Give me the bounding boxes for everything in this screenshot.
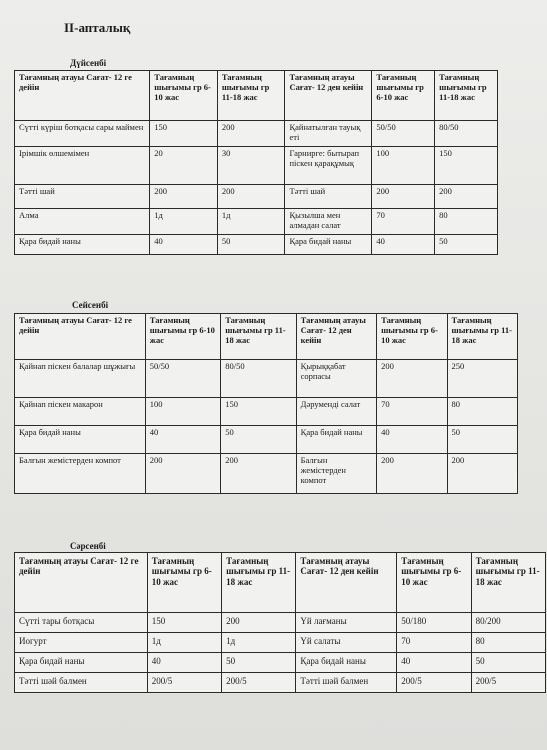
table-cell: Қара бидай наны <box>15 426 146 454</box>
table-cell: 150 <box>147 613 221 633</box>
table-cell: 40 <box>397 653 471 673</box>
table-cell: 40 <box>150 235 218 255</box>
table-cell: Тәтті шай <box>15 185 150 209</box>
column-header: Тағамның атауы Сағат- 12 ден кейін <box>296 553 397 613</box>
table-row <box>15 209 498 235</box>
table-cell: Қырыққабат сорпасы <box>296 360 376 398</box>
table-cell: 1д <box>217 209 285 235</box>
table-cell: 250 <box>447 360 517 398</box>
table-row <box>15 185 498 209</box>
table-cell: 50/50 <box>372 121 435 147</box>
table-row <box>15 121 498 147</box>
table-cell: Қызылша мен алмадан салат <box>285 209 372 235</box>
day-title-tuesday: Сейсенбі <box>72 300 109 310</box>
column-header: Тағамның атауы Сағат- 12 ге дейін <box>15 71 150 121</box>
table-cell: 50 <box>222 653 296 673</box>
table-row <box>15 360 518 398</box>
table-cell: Алма <box>15 209 150 235</box>
column-header: Тағамның шығымы гр 11-18 жас <box>471 553 545 613</box>
table-cell: 80 <box>435 209 498 235</box>
column-header: Тағамның шығымы гр 11-18 жас <box>435 71 498 121</box>
table-cell: 200/5 <box>471 673 545 693</box>
table-cell: 50 <box>471 653 545 673</box>
table-cell: Сүтті тары ботқасы <box>15 613 148 633</box>
day-title-monday: Дүйсенбі <box>70 58 107 68</box>
table-cell: 100 <box>372 147 435 185</box>
table-cell: 150 <box>221 398 296 426</box>
table-cell: Сүтті күріш ботқасы сары маймен <box>15 121 150 147</box>
table-cell: 150 <box>435 147 498 185</box>
table-header-row <box>15 553 546 613</box>
column-header: Тағамның шығымы гр 6-10 жас <box>397 553 471 613</box>
column-header: Тағамның шығымы гр 6-10 жас <box>377 314 447 360</box>
table-cell: 200/5 <box>397 673 471 693</box>
table-cell: Қара бидай наны <box>15 653 148 673</box>
table-cell: Тәтті шәй балмен <box>15 673 148 693</box>
table-cell: 200 <box>217 185 285 209</box>
column-header: Тағамның шығымы гр 6-10 жас <box>150 71 218 121</box>
table-cell: 80 <box>447 398 517 426</box>
column-header: Тағамның шығымы гр 6-10 жас <box>145 314 220 360</box>
table-cell: 200 <box>150 185 218 209</box>
table-cell: 40 <box>377 426 447 454</box>
column-header: Тағамның атауы Сағат- 12 ге дейін <box>15 314 146 360</box>
table-cell: Қара бидай наны <box>285 235 372 255</box>
table-row <box>15 426 518 454</box>
table-row <box>15 613 546 633</box>
table-cell: Балғын жемістерден компот <box>296 454 376 494</box>
column-header: Тағамның шығымы гр 6-10 жас <box>147 553 221 613</box>
table-cell: Дәруменді салат <box>296 398 376 426</box>
table-row <box>15 673 546 693</box>
table-cell: 200 <box>377 360 447 398</box>
table-cell: 80/50 <box>221 360 296 398</box>
table-cell: 1д <box>150 209 218 235</box>
menu-table-monday <box>14 70 498 255</box>
column-header: Тағамның шығымы гр 11-18 жас <box>222 553 296 613</box>
table-cell: Гарнирге: бытырап піскен қарақұмық <box>285 147 372 185</box>
table-cell: 80/200 <box>471 613 545 633</box>
table-cell: 80/50 <box>435 121 498 147</box>
table-cell: 50 <box>221 426 296 454</box>
table-cell: 50 <box>435 235 498 255</box>
table-cell: 70 <box>397 633 471 653</box>
table-cell: Қайнап піскен макарон <box>15 398 146 426</box>
table-cell: 1д <box>147 633 221 653</box>
table-cell: 150 <box>150 121 218 147</box>
column-header: Тағамның шығымы гр 11-18 жас <box>217 71 285 121</box>
table-row <box>15 147 498 185</box>
table-cell: Тәтті шай <box>285 185 372 209</box>
table-cell: 200 <box>221 454 296 494</box>
table-cell: Қара бидай наны <box>296 426 376 454</box>
table-cell: 70 <box>372 209 435 235</box>
table-cell: Ірімшік өлшемімен <box>15 147 150 185</box>
day-title-wednesday: Сәрсенбі <box>70 541 106 551</box>
column-header: Тағамның шығымы гр 11-18 жас <box>447 314 517 360</box>
table-cell: Үй лағманы <box>296 613 397 633</box>
table-row <box>15 398 518 426</box>
table-cell: 50 <box>447 426 517 454</box>
table-cell: 200 <box>222 613 296 633</box>
table-cell: 1д <box>222 633 296 653</box>
table-cell: 100 <box>145 398 220 426</box>
table-cell: 40 <box>145 426 220 454</box>
table-cell: Қара бидай наны <box>15 235 150 255</box>
table-cell: 200/5 <box>147 673 221 693</box>
table-cell: 200 <box>217 121 285 147</box>
table-cell: Қайнатылған тауық еті <box>285 121 372 147</box>
table-cell: 200 <box>447 454 517 494</box>
table-cell: 40 <box>147 653 221 673</box>
column-header: Тағамның атауы Сағат- 12 ге дейін <box>15 553 148 613</box>
table-cell: 200/5 <box>222 673 296 693</box>
table-row <box>15 653 546 673</box>
table-cell: 50/50 <box>145 360 220 398</box>
table-cell: 50/180 <box>397 613 471 633</box>
table-header-row <box>15 314 518 360</box>
table-cell: 50 <box>217 235 285 255</box>
column-header: Тағамның атауы Сағат- 12 ден кейін <box>285 71 372 121</box>
column-header: Тағамның атауы Сағат- 12 ден кейін <box>296 314 376 360</box>
table-cell: 200 <box>145 454 220 494</box>
table-cell: 200 <box>435 185 498 209</box>
menu-table-wednesday <box>14 552 546 693</box>
table-cell: Қара бидай наны <box>296 653 397 673</box>
column-header: Тағамның шығымы гр 11-18 жас <box>221 314 296 360</box>
table-header-row <box>15 71 498 121</box>
table-cell: Балғын жемістерден компот <box>15 454 146 494</box>
table-cell: 70 <box>377 398 447 426</box>
table-cell: 40 <box>372 235 435 255</box>
table-row <box>15 633 546 653</box>
column-header: Тағамның шығымы гр 6-10 жас <box>372 71 435 121</box>
table-cell: Үй салаты <box>296 633 397 653</box>
table-cell: 200 <box>372 185 435 209</box>
table-cell: 80 <box>471 633 545 653</box>
table-row <box>15 235 498 255</box>
table-cell: Қайнап піскен балалар шұжығы <box>15 360 146 398</box>
menu-table-tuesday <box>14 313 518 494</box>
table-row <box>15 454 518 494</box>
table-cell: Тәтті шәй балмен <box>296 673 397 693</box>
table-cell: Иогурт <box>15 633 148 653</box>
table-cell: 20 <box>150 147 218 185</box>
week-title: II-апталық <box>64 20 131 35</box>
table-cell: 200 <box>377 454 447 494</box>
table-cell: 30 <box>217 147 285 185</box>
